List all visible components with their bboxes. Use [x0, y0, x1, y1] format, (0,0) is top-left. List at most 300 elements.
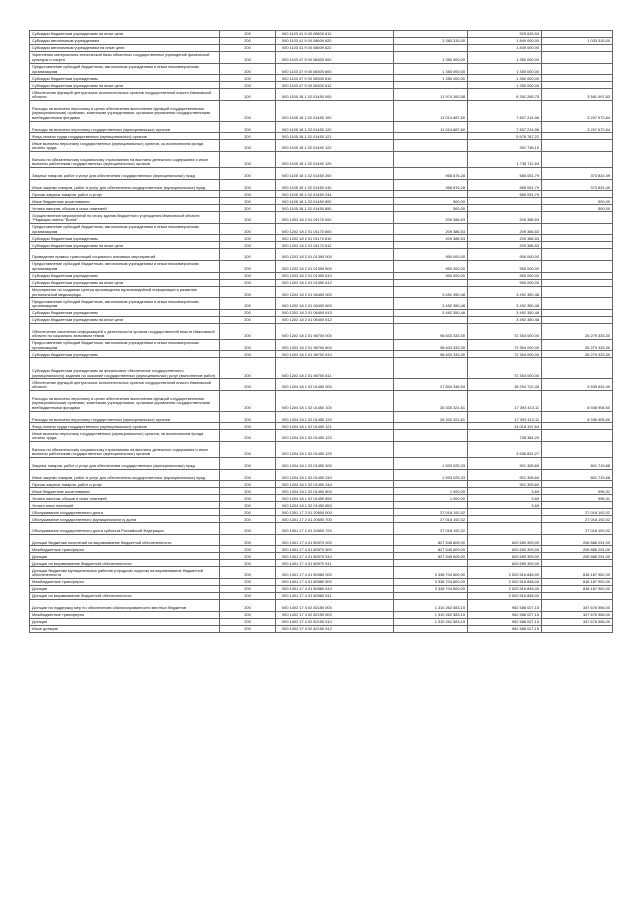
row-unexecuted: [542, 272, 613, 279]
row-code: 200: [220, 458, 276, 470]
row-approved: 827 545 609,00: [394, 546, 468, 553]
row-approved: 98 633 333,30: [394, 339, 468, 351]
row-approved: 209 386,53: [394, 235, 468, 242]
row-executed: 3 492 350,48: [468, 286, 542, 298]
row-unexecuted: 3 581 997,83: [542, 89, 613, 101]
row-unexecuted: 26 279 333,30: [542, 339, 613, 351]
row-approved: 1 350 000,00: [394, 63, 468, 75]
row-code: 200: [220, 75, 276, 82]
row-approved: [394, 423, 468, 430]
row-code: 200: [220, 100, 276, 121]
row-approved: 209 386,53: [394, 223, 468, 235]
row-unexecuted: [542, 223, 613, 235]
row-code: 200: [220, 242, 276, 249]
row-approved: [394, 441, 468, 457]
row-executed: 1 350 000,00: [468, 63, 542, 75]
row-unexecuted: [542, 191, 613, 198]
row-budget-code: 000 1202 18 2 01 01390 610: [276, 272, 394, 279]
table-row: [30, 495, 613, 502]
row-approved: 1 350 000,00: [394, 75, 468, 82]
table-row: [30, 205, 613, 212]
row-approved: 827 545 609,00: [394, 534, 468, 546]
row-executed: 8 392 265,75: [468, 89, 542, 101]
row-budget-code: 000 1105 18 1 02 01450 800: [276, 198, 394, 205]
row-label: Субсидии автономным учреждениям: [30, 38, 220, 45]
row-approved: 1 503 025,33: [394, 458, 468, 470]
row-approved: 950 000,00: [394, 272, 468, 279]
row-unexecuted: [542, 430, 613, 442]
row-unexecuted: [542, 286, 613, 298]
row-executed: 962 586 027,15: [468, 600, 542, 612]
row-unexecuted: [542, 560, 613, 567]
table-row: [30, 579, 613, 586]
row-budget-code: 000 1202 18 2 01 01170 000: [276, 212, 394, 224]
row-code: 200: [220, 45, 276, 52]
row-code: 200: [220, 205, 276, 212]
row-code: 200: [220, 481, 276, 488]
row-code: 200: [220, 167, 276, 179]
row-approved: 3 492 350,48: [394, 309, 468, 316]
table-row: [30, 560, 613, 567]
row-code: 200: [220, 516, 276, 523]
row-executed: 72 354 000,00: [468, 339, 542, 351]
table-row: [30, 82, 613, 89]
row-budget-code: 000 1103 47 9 00 08300 610: [276, 75, 394, 82]
row-budget-code: 000 1204 18 1 02 01450 121: [276, 423, 394, 430]
row-code: 200: [220, 423, 276, 430]
row-unexecuted: 347 676 556,00: [542, 600, 613, 612]
row-budget-code: 000 1202 18 2 01 01170 610: [276, 235, 394, 242]
row-budget-code: 000 1204 18 1 02 01450 853: [276, 502, 394, 509]
row-code: 200: [220, 579, 276, 586]
table-body: [30, 31, 613, 633]
row-label: Предоставление субсидий бюджетным, автономным учреждениям и иным некоммерческим организациям: [30, 298, 220, 310]
row-budget-code: 000 1204 18 1 02 01450 244: [276, 481, 394, 488]
row-label: Уплата налогов, сборов и иных платежей: [30, 205, 220, 212]
table-row: [30, 586, 613, 593]
row-unexecuted: [542, 63, 613, 75]
row-budget-code: 000 1204 18 1 02 01450 120: [276, 411, 394, 423]
row-budget-code: 000 1204 18 1 02 01450 122: [276, 430, 394, 442]
table-row: [30, 509, 613, 516]
row-executed: [468, 205, 542, 212]
row-unexecuted: 996,31: [542, 495, 613, 502]
row-approved: [394, 133, 468, 140]
row-label: Обслуживание государственного (муниципального) долга: [30, 516, 220, 523]
row-unexecuted: [542, 31, 613, 38]
row-budget-code: 000 1202 18 2 01 98700 600: [276, 339, 394, 351]
row-approved: 11 014 887,60: [394, 100, 468, 121]
row-unexecuted: [542, 593, 613, 600]
row-approved: 3 383 315,00: [394, 38, 468, 45]
row-budget-code: 000 1103 41 9 00 08609 620: [276, 38, 394, 45]
row-label: Субсидии бюджетным учреждениям на иные цели: [30, 242, 220, 249]
row-code: 200: [220, 63, 276, 75]
row-approved: [394, 481, 468, 488]
row-label: Иные выплаты персоналу государственных (муниципальных) органов, за исключением фонда оплаты труда: [30, 430, 220, 442]
row-approved: [394, 560, 468, 567]
row-unexecuted: [542, 140, 613, 152]
row-unexecuted: [542, 279, 613, 286]
row-budget-code: 000 1401 17 4 01 80580 000: [276, 567, 394, 579]
row-executed: 738 384,20: [468, 430, 542, 442]
row-executed: 1 849 000,00: [468, 38, 542, 45]
row-code: 200: [220, 534, 276, 546]
row-executed: 1 849 000,00: [468, 45, 542, 52]
row-budget-code: 000 1204 18 1 02 01450 850: [276, 495, 394, 502]
row-executed: 209 386,53: [468, 223, 542, 235]
row-label: Укрепление материально-технической базы областных государственных учреждений физической культуры и спорта: [30, 52, 220, 64]
row-unexecuted: 9 539 624,49: [542, 379, 613, 391]
row-unexecuted: [542, 423, 613, 430]
row-executed: 17 393 413,11: [468, 390, 542, 411]
table-row: [30, 31, 613, 38]
row-unexecuted: [542, 242, 613, 249]
row-label: Межбюджетные трансферты: [30, 579, 220, 586]
table-row: [30, 198, 613, 205]
table-row: [30, 567, 613, 579]
row-executed: 585 051,79: [468, 191, 542, 198]
table-row: [30, 600, 613, 612]
row-label: Дотации: [30, 618, 220, 625]
table-row: [30, 316, 613, 323]
row-unexecuted: 8 936 908,50: [542, 390, 613, 411]
row-approved: [394, 82, 468, 89]
row-budget-code: 000 1401 17 4 01 80570 500: [276, 546, 394, 553]
row-label: Уплата иных платежей: [30, 502, 220, 509]
table-row: [30, 593, 613, 600]
row-executed: 72 354 000,00: [468, 323, 542, 339]
row-label: Осуществление мероприятий по сносу здания бюджетного учреждения Ивановской области "Редакция газеты "Волга": [30, 212, 220, 224]
table-row: [30, 358, 613, 379]
row-code: 200: [220, 411, 276, 423]
row-code: 200: [220, 89, 276, 101]
row-approved: [394, 430, 468, 442]
row-label: Фонд оплаты труда государственных (муниципальных) органов: [30, 133, 220, 140]
row-label: Субсидии бюджетным учреждениям на иные цели: [30, 31, 220, 38]
row-code: 200: [220, 260, 276, 272]
table-row: [30, 523, 613, 535]
row-label: Расходы на выплаты персоналу в целях обеспечения выполнения функций государственными (муниципальными) органами, казенными учреждениями, органами управления государственными внебюджетными фондами: [30, 390, 220, 411]
row-unexecuted: [542, 75, 613, 82]
row-label: Предоставление субсидий бюджетным, автономным учреждениям и иным некоммерческим организациям: [30, 339, 220, 351]
row-executed: 901 305,60: [468, 458, 542, 470]
table-row: [30, 488, 613, 495]
row-executed: 209 386,53: [468, 242, 542, 249]
row-unexecuted: 206 886 291,00: [542, 553, 613, 560]
row-approved: 209 386,53: [394, 212, 468, 224]
row-label: Субсидии бюджетным учреждениям: [30, 309, 220, 316]
row-unexecuted: [542, 502, 613, 509]
row-executed: 2 520 516 848,00: [468, 586, 542, 593]
row-code: 200: [220, 358, 276, 379]
row-unexecuted: [542, 133, 613, 140]
row-label: Межбюджетные трансферты: [30, 546, 220, 553]
table-row: [30, 441, 613, 457]
row-code: 200: [220, 379, 276, 391]
row-code: 200: [220, 567, 276, 579]
row-unexecuted: [542, 151, 613, 167]
row-label: Субсидии бюджетным учреждениям на иные цели: [30, 316, 220, 323]
row-approved: 27 018 192,02: [394, 523, 468, 535]
row-budget-code: 000 1202 18 2 01 06400 610: [276, 309, 394, 316]
row-budget-code: 000 1402 17 4 02 82150 512: [276, 625, 394, 632]
row-code: 200: [220, 390, 276, 411]
row-approved: 1 000,00: [394, 488, 468, 495]
row-budget-code: 000 1202 18 2 01 98700 000: [276, 323, 394, 339]
row-executed: 620 659 309,00: [468, 560, 542, 567]
row-label: Субсидии бюджетным учреждениям на иные цели: [30, 279, 220, 286]
row-label: Проведение прямых трансляций социально значимых мероприятий: [30, 249, 220, 261]
row-executed: 2 520 516 848,00: [468, 579, 542, 586]
row-budget-code: 000 1105 18 1 02 01450 240: [276, 179, 394, 191]
row-approved: [394, 191, 468, 198]
row-executed: 585 051,79: [468, 167, 542, 179]
row-executed: 901 305,60: [468, 481, 542, 488]
row-unexecuted: 26 279 333,30: [542, 351, 613, 358]
row-budget-code: 000 1105 18 1 02 01450 850: [276, 205, 394, 212]
row-executed: 3,69: [468, 488, 542, 495]
row-label: Иные бюджетные ассигнования: [30, 488, 220, 495]
row-budget-code: 000 1401 17 4 01 80570 000: [276, 534, 394, 546]
row-budget-code: 000 1401 17 4 01 80580 511: [276, 593, 394, 600]
row-approved: 1 310 262 583,15: [394, 611, 468, 618]
row-unexecuted: 206 886 291,00: [542, 534, 613, 546]
row-code: 200: [220, 133, 276, 140]
row-code: 200: [220, 502, 276, 509]
row-approved: 3 492 350,48: [394, 286, 468, 298]
row-label: Дотации: [30, 586, 220, 593]
row-budget-code: 000 1301 17 2 01 20600 700: [276, 516, 394, 523]
row-approved: 27 018 192,02: [394, 509, 468, 516]
row-budget-code: 000 1204 18 1 02 01450 100: [276, 390, 394, 411]
row-code: 200: [220, 523, 276, 535]
row-approved: 500,00: [394, 205, 468, 212]
row-code: 200: [220, 38, 276, 45]
row-approved: 1 000,00: [394, 495, 468, 502]
row-label: Иные выплаты персоналу государственных (муниципальных) органов, за исключением фонда оплаты труда: [30, 140, 220, 152]
table-row: [30, 481, 613, 488]
row-label: Субсидии бюджетным учреждениям: [30, 75, 220, 82]
row-budget-code: 000 1202 18 2 01 01390 600: [276, 260, 394, 272]
row-code: 200: [220, 198, 276, 205]
row-label: Уплата налогов, сборов и иных платежей: [30, 495, 220, 502]
table-row: [30, 390, 613, 411]
row-executed: 1 350 000,00: [468, 75, 542, 82]
row-unexecuted: 3 207 672,64: [542, 121, 613, 133]
row-label: Иные бюджетные ассигнования: [30, 198, 220, 205]
row-executed: 962 586 027,15: [468, 625, 542, 632]
row-label: Мероприятия по созданию центра производства мультимедийной информации и развитию региональной медиасреды: [30, 286, 220, 298]
table-row: [30, 75, 613, 82]
table-row: [30, 339, 613, 351]
row-label: Обеспечение населения информацией о деятельности органов государственной власти Ивановской области по социально значимым темам: [30, 323, 220, 339]
row-unexecuted: [542, 625, 613, 632]
row-budget-code: 000 1204 18 1 02 01450 000: [276, 379, 394, 391]
row-label: Субсидии бюджетным учреждениям: [30, 272, 220, 279]
row-label: Закупка товаров, работ и услуг для обеспечения государственных (муниципальных) нужд: [30, 167, 220, 179]
row-code: 200: [220, 191, 276, 198]
row-label: Фонд оплаты труда государственных (муниципальных) органов: [30, 423, 220, 430]
row-executed: 950 000,00: [468, 260, 542, 272]
row-approved: 27 834 346,94: [394, 379, 468, 391]
row-executed: 3 492 350,48: [468, 316, 542, 323]
row-executed: 1 738 711,64: [468, 151, 542, 167]
row-approved: 827 545 609,00: [394, 553, 468, 560]
row-budget-code: 000 1103 41 9 00 08609 612: [276, 31, 394, 38]
row-code: 200: [220, 212, 276, 224]
row-budget-code: 000 1103 47 9 00 08300 612: [276, 82, 394, 89]
table-row: [30, 323, 613, 339]
row-label: Субсидии бюджетным учреждениям на иные цели: [30, 82, 220, 89]
table-row: [30, 38, 613, 45]
row-unexecuted: 996,31: [542, 488, 613, 495]
row-budget-code: 000 1202 18 2 01 01170 612: [276, 242, 394, 249]
row-executed: 925 626,54: [468, 31, 542, 38]
row-code: 200: [220, 52, 276, 64]
row-unexecuted: 206 886 291,00: [542, 546, 613, 553]
row-approved: 3 338 704 800,00: [394, 586, 468, 593]
row-code: 200: [220, 553, 276, 560]
row-label: Иные закупки товаров, работ и услуг для обеспечения государственных (муниципальных) нужд: [30, 469, 220, 481]
row-executed: 3 492 350,48: [468, 298, 542, 310]
table-row: [30, 502, 613, 509]
row-unexecuted: [542, 298, 613, 310]
row-budget-code: 000 1105 18 1 02 01450 244: [276, 191, 394, 198]
row-unexecuted: [542, 82, 613, 89]
row-budget-code: 000 1103 41 9 00 08609 622: [276, 45, 394, 52]
row-label: Обеспечение функций центральных исполнительных органов государственной власти Ивановской области: [30, 89, 220, 101]
table-row: [30, 423, 613, 430]
row-code: 200: [220, 140, 276, 152]
row-budget-code: 000 1402 17 4 02 82150 500: [276, 611, 394, 618]
row-executed: 7 807 214,96: [468, 100, 542, 121]
row-budget-code: 000 1401 17 4 01 80570 511: [276, 560, 394, 567]
row-executed: 585 051,79: [468, 179, 542, 191]
row-label: Иные закупки товаров, работ и услуг для обеспечения государственных (муниципальных) нужд: [30, 179, 220, 191]
row-executed: 13 018 197,64: [468, 423, 542, 430]
row-approved: 11 974 263,58: [394, 89, 468, 101]
row-executed: [468, 523, 542, 535]
row-approved: 1 310 262 583,15: [394, 618, 468, 625]
table-row: [30, 309, 613, 316]
row-executed: [468, 198, 542, 205]
row-executed: 18 294 722,45: [468, 379, 542, 391]
row-unexecuted: [542, 358, 613, 379]
row-budget-code: 000 1202 18 2 01 98700 611: [276, 358, 394, 379]
row-executed: 7 807 214,96: [468, 121, 542, 133]
row-approved: 500,00: [394, 198, 468, 205]
row-executed: 2 520 516 848,00: [468, 567, 542, 579]
table-row: [30, 272, 613, 279]
row-budget-code: 000 1204 18 1 02 01450 129: [276, 441, 394, 457]
row-label: Обеспечение функций центральных исполнительных органов государственной власти Ивановской области: [30, 379, 220, 391]
row-approved: 950 000,00: [394, 260, 468, 272]
row-unexecuted: 347 676 556,00: [542, 611, 613, 618]
row-budget-code: 000 1401 17 4 01 80580 500: [276, 579, 394, 586]
row-budget-code: 000 1105 18 1 02 01450 120: [276, 121, 394, 133]
row-unexecuted: 500,00: [542, 198, 613, 205]
row-label: Расходы на выплаты персоналу в целях обеспечения выполнения функций государственными (муниципальными) органами, казенными учреждениями, органами управления государственными внебюджетными фондами: [30, 100, 220, 121]
row-approved: [394, 31, 468, 38]
table-row: [30, 534, 613, 546]
row-label: Предоставление субсидий бюджетным, автономным учреждениям и иным некоммерческим организациям: [30, 63, 220, 75]
row-code: 200: [220, 272, 276, 279]
row-code: 200: [220, 82, 276, 89]
row-executed: 209 386,53: [468, 235, 542, 242]
row-label: Взносы по обязательному социальному страхованию на выплаты денежного содержания и иные выплаты работникам государственных (муниципальных) органов: [30, 441, 220, 457]
row-code: 200: [220, 560, 276, 567]
row-unexecuted: 601 719,68: [542, 469, 613, 481]
row-approved: 26 330 321,61: [394, 390, 468, 411]
row-approved: [394, 316, 468, 323]
row-unexecuted: [542, 235, 613, 242]
row-label: Взносы по обязательному социальному страхованию на выплаты денежного содержания и иные выплаты работникам государственных (муниципальных) органов: [30, 151, 220, 167]
table-row: [30, 140, 613, 152]
row-unexecuted: 27 018 192,02: [542, 516, 613, 523]
row-approved: 3 492 350,48: [394, 298, 468, 310]
row-executed: 3 636 831,27: [468, 441, 542, 457]
table-row: [30, 167, 613, 179]
row-code: 200: [220, 618, 276, 625]
row-approved: [394, 242, 468, 249]
table-row: [30, 249, 613, 261]
table-row: [30, 260, 613, 272]
row-executed: 962 586 027,15: [468, 618, 542, 625]
row-executed: 962 586 027,15: [468, 611, 542, 618]
row-executed: 950 000,00: [468, 279, 542, 286]
row-unexecuted: 3 207 672,64: [542, 100, 613, 121]
row-budget-code: 000 1401 17 4 01 80570 510: [276, 553, 394, 560]
row-code: 200: [220, 286, 276, 298]
row-approved: [394, 358, 468, 379]
row-unexecuted: 500,00: [542, 205, 613, 212]
row-code: 200: [220, 309, 276, 316]
row-approved: [394, 140, 468, 152]
row-executed: 901 305,60: [468, 469, 542, 481]
row-budget-code: 000 1204 18 1 02 01450 240: [276, 469, 394, 481]
row-executed: 1 350 000,00: [468, 82, 542, 89]
row-budget-code: 000 1204 18 1 02 01450 800: [276, 488, 394, 495]
row-unexecuted: 818 187 952,00: [542, 586, 613, 593]
row-budget-code: 000 1105 18 1 02 01450 122: [276, 140, 394, 152]
table-row: [30, 430, 613, 442]
row-budget-code: 000 1105 18 1 02 01450 100: [276, 100, 394, 121]
row-approved: [394, 45, 468, 52]
row-label: Субсидии бюджетным учреждениям: [30, 235, 220, 242]
row-unexecuted: [542, 481, 613, 488]
row-budget-code: 000 1202 18 2 01 01390 000: [276, 249, 394, 261]
row-label: Закупка товаров, работ и услуг для обеспечения государственных (муниципальных) нужд: [30, 458, 220, 470]
row-approved: 98 633 333,30: [394, 323, 468, 339]
row-approved: 1 350 000,00: [394, 52, 468, 64]
row-label: Расходы на выплаты персоналу государственных (муниципальных) органов: [30, 411, 220, 423]
row-code: 200: [220, 279, 276, 286]
row-code: 200: [220, 298, 276, 310]
row-approved: 3 338 704 800,00: [394, 579, 468, 586]
table-row: [30, 63, 613, 75]
row-code: 200: [220, 469, 276, 481]
row-executed: 5 676 767,22: [468, 133, 542, 140]
row-executed: 17 393 413,11: [468, 411, 542, 423]
row-code: 200: [220, 223, 276, 235]
row-code: 200: [220, 249, 276, 261]
row-unexecuted: 818 187 952,00: [542, 567, 613, 579]
row-executed: [468, 509, 542, 516]
table-row: [30, 223, 613, 235]
table-row: [30, 191, 613, 198]
row-unexecuted: [542, 212, 613, 224]
